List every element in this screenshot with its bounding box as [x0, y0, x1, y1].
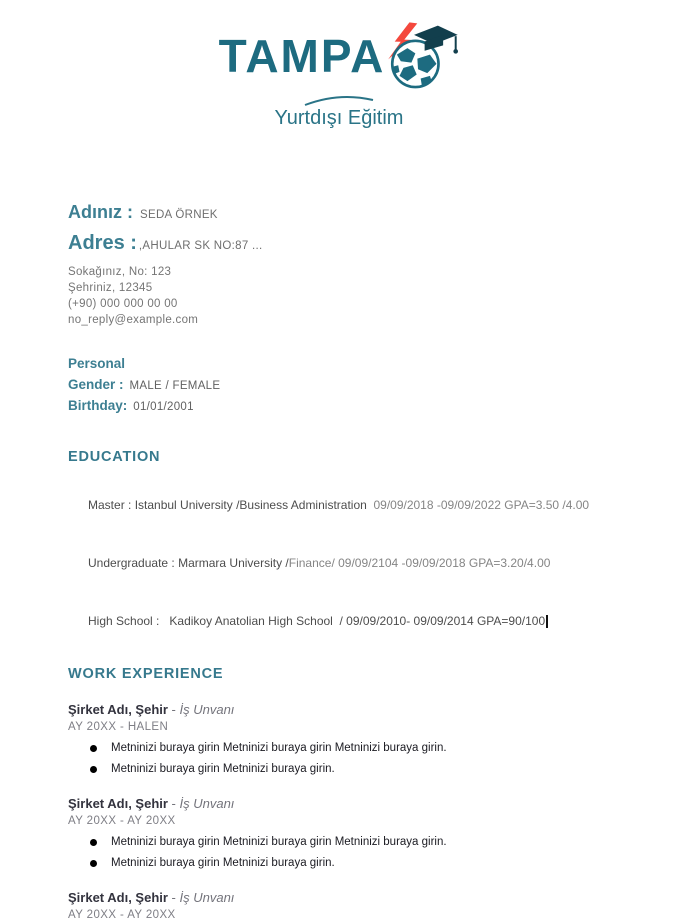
job-dates: AY 20XX - AY 20XX: [68, 815, 176, 827]
work-section-title: WORK EXPERIENCE: [68, 666, 224, 682]
swoosh-underline: [303, 94, 375, 106]
education-undergrad-dates: Finance/ 09/09/2104 -09/09/2018 GPA=3.20/4.00: [288, 556, 551, 570]
education-section: [68, 486, 620, 641]
education-section-title: EDUCATION: [68, 449, 161, 465]
job-entry-2: [68, 795, 620, 870]
job-role: İş Unvanı: [179, 796, 235, 811]
job-company: Şirket Adı, Şehir: [68, 702, 168, 717]
address-label: Adres :: [68, 232, 137, 254]
address-block: [68, 264, 620, 328]
job-entry-1: [68, 701, 620, 776]
job-company: Şirket Adı, Şehir: [68, 890, 168, 905]
education-master-dates: 09/09/2018 -09/09/2022 GPA=3.50 /4.00: [366, 498, 590, 512]
job-separator: -: [167, 796, 180, 811]
gender-label: Gender :: [68, 377, 124, 392]
job-role: İş Unvanı: [179, 890, 235, 905]
gender-value: MALE / FEMALE: [129, 380, 221, 392]
job-bullet: [90, 836, 620, 849]
job-bullet: [90, 857, 620, 870]
birthday-label: Birthday:: [68, 398, 128, 413]
birthday-value: 01/01/2001: [133, 401, 194, 413]
logo-tagline: Yurtdışı Eğitim: [274, 107, 404, 129]
address-line-street: Sokağınız, No: 123: [68, 266, 172, 278]
text-caret: [546, 615, 548, 628]
job-separator: -: [167, 890, 180, 905]
education-entry-undergraduate: [68, 544, 620, 583]
education-master-text: Master : Istanbul University /Business Administration: [88, 498, 367, 512]
bullet-text: Metninizi buraya girin Metninizi buraya girin Metninizi buraya girin.: [111, 836, 447, 848]
name-label: Adınız :: [68, 202, 133, 222]
bullet-icon: [90, 745, 97, 752]
job-company: Şirket Adı, Şehir: [68, 796, 168, 811]
job-dates: AY 20XX - HALEN: [68, 721, 169, 733]
bullet-text: Metninizi buraya girin Metninizi buraya girin Metninizi buraya girin.: [111, 742, 447, 754]
personal-title: Personal: [68, 356, 126, 371]
address-line-city: Şehriniz, 12345: [68, 282, 153, 294]
job-bullet: [90, 742, 620, 755]
bullet-icon: [90, 766, 97, 773]
education-highschool-text[interactable]: High School : Kadikoy Anatolian High School / 09/09/2010- 09/09/2014 GPA=90/100: [88, 614, 546, 628]
document-header: [0, 0, 678, 130]
education-undergrad-text: Undergraduate : Marmara University /: [88, 556, 289, 570]
job-entry-3: [68, 889, 620, 921]
identity-section: [68, 202, 620, 328]
logo: [0, 20, 678, 92]
brand-wordmark: TAMPA: [218, 30, 386, 82]
job-dates: AY 20XX - AY 20XX: [68, 909, 176, 921]
bullet-icon: [90, 860, 97, 867]
job-separator: -: [167, 702, 180, 717]
document-body: [0, 202, 678, 921]
work-section: [68, 701, 620, 921]
personal-section: [68, 356, 620, 419]
globe-graduation-cap-icon: [381, 20, 459, 92]
job-role: İş Unvanı: [179, 702, 235, 717]
job-bullet: [90, 763, 620, 776]
education-entry-highschool[interactable]: [68, 602, 620, 641]
address-value: ,AHULAR SK NO:87 ...: [138, 240, 263, 252]
address-line-email: no_reply@example.com: [68, 314, 199, 326]
bullet-text: Metninizi buraya girin Metninizi buraya girin.: [111, 857, 335, 869]
address-line-phone: (+90) 000 000 00 00: [68, 298, 178, 310]
name-value: SEDA ÖRNEK: [140, 209, 218, 221]
bullet-icon: [90, 839, 97, 846]
education-entry-master: [68, 486, 620, 525]
bullet-text: Metninizi buraya girin Metninizi buraya girin.: [111, 763, 335, 775]
